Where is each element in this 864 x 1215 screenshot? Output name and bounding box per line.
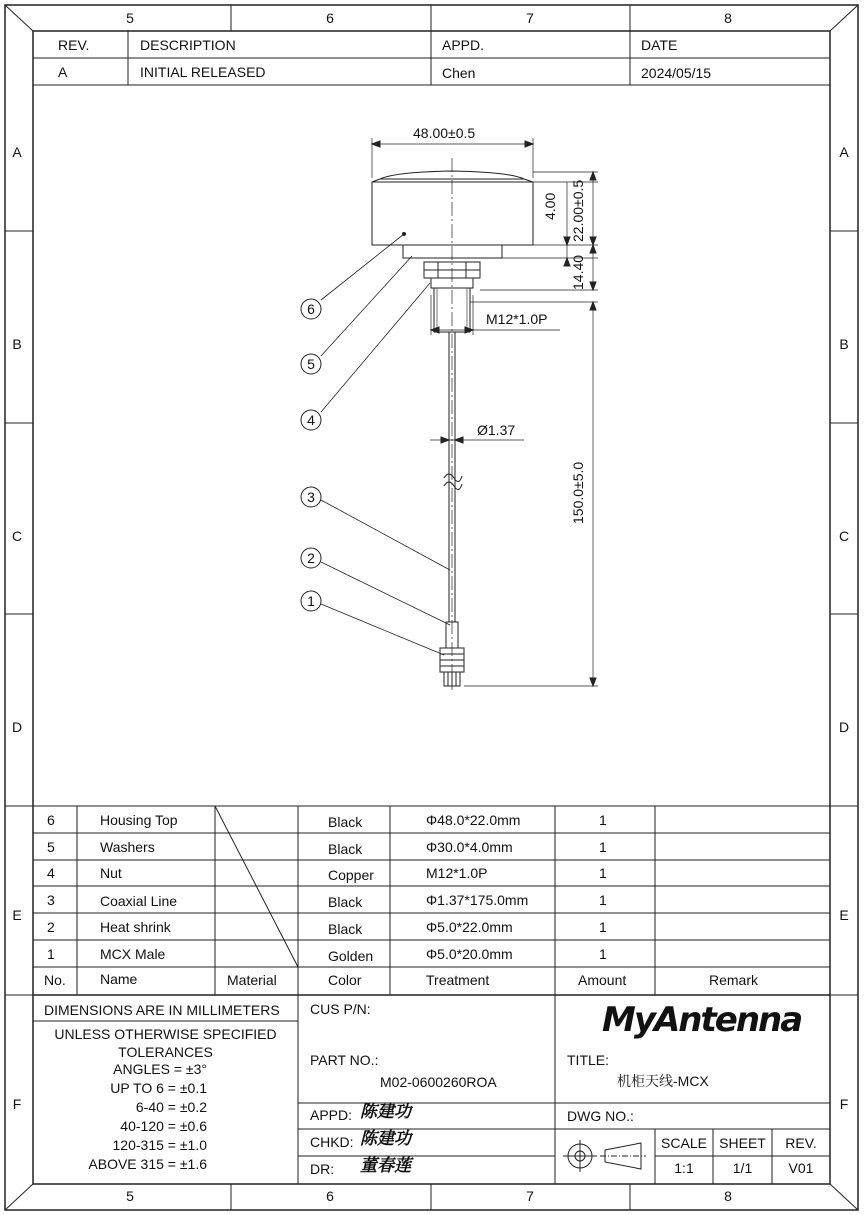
zone-row-e-right: E <box>839 907 849 923</box>
bom-row-amount: 1 <box>599 892 607 908</box>
bom-header-name: Name <box>100 971 138 987</box>
balloon-1: 1 <box>307 593 315 609</box>
zone-row-d-right: D <box>838 719 850 735</box>
bom-row-color: Black <box>328 894 363 910</box>
appd-signature: 陈建功 <box>360 1102 411 1122</box>
bom-row-color: Black <box>328 921 363 937</box>
bom-row-no: 5 <box>47 839 55 855</box>
bom-row-name: Heat shrink <box>100 919 171 935</box>
scale-label: SCALE <box>661 1135 707 1151</box>
dim-thread: M12*1.0P <box>486 311 548 327</box>
bom-row-treatment: M12*1.0P <box>426 865 488 881</box>
bom-row-treatment: Φ5.0*20.0mm <box>426 946 513 962</box>
zone-row-c-right: C <box>838 528 850 544</box>
tolerance-line: 40-120 = ±0.6 <box>120 1118 207 1134</box>
title-label: TITLE: <box>567 1052 610 1068</box>
cus-pn-label: CUS P/N: <box>310 1001 371 1017</box>
appd-label: APPD: <box>310 1107 353 1123</box>
date-value: 2024/05/15 <box>641 65 712 81</box>
rev-value-block: V01 <box>788 1160 814 1176</box>
zone-row-b-right: B <box>839 336 849 352</box>
zone-row-d-left: D <box>11 719 23 735</box>
scale-value: 1:1 <box>674 1160 694 1176</box>
zone-row-e-left: E <box>12 907 22 923</box>
dim-total-height: 22.00±0.5 <box>570 179 586 242</box>
balloon-2: 2 <box>307 550 315 566</box>
description-header: DESCRIPTION <box>140 37 236 53</box>
zone-row-f-right: F <box>839 1096 849 1112</box>
rev-label: REV. <box>785 1135 817 1151</box>
zone-col-5-bottom: 5 <box>126 1188 134 1204</box>
tolerance-header: UNLESS OTHERWISE SPECIFIED <box>54 1026 277 1042</box>
bom-row-treatment: Φ5.0*22.0mm <box>426 919 513 935</box>
description-value: INITIAL RELEASED <box>140 64 266 80</box>
bom-row-amount: 1 <box>599 919 607 935</box>
dwg-no-label: DWG NO.: <box>567 1108 634 1124</box>
balloon-6: 6 <box>307 301 315 317</box>
dim-base-height: 14.40 <box>570 254 586 290</box>
zone-row-a-right: A <box>839 144 849 160</box>
chkd-signature: 陈建功 <box>360 1129 411 1149</box>
zone-col-8-bottom: 8 <box>724 1188 732 1204</box>
sheet-value: 1/1 <box>732 1160 753 1176</box>
bom-row-no: 6 <box>47 812 55 828</box>
bom-header-color: Color <box>328 972 362 988</box>
zone-row-b-left: B <box>12 336 22 352</box>
zone-row-c-left: C <box>11 528 23 544</box>
drawing-title: 机柜天线-MCX <box>617 1073 709 1089</box>
balloon-5: 5 <box>307 356 315 372</box>
zone-col-7-bottom: 7 <box>526 1188 534 1204</box>
tolerance-line: UP TO 6 = ±0.1 <box>110 1080 207 1096</box>
date-header: DATE <box>641 37 678 53</box>
part-no-value: M02-0600260ROA <box>380 1074 497 1090</box>
bom-row-color: Golden <box>328 948 374 964</box>
bom-header-no: No. <box>44 972 66 988</box>
zone-row-a-left: A <box>12 144 22 160</box>
dim-cable-length: 150.0±5.0 <box>570 461 586 524</box>
appd-header: APPD. <box>442 37 485 53</box>
rev-header: REV. <box>58 37 90 53</box>
dim-housing-height: 4.00 <box>542 192 558 220</box>
sheet-label: SHEET <box>719 1135 766 1151</box>
bom-header-material: Material <box>227 972 277 988</box>
bom-row-treatment: Φ1.37*175.0mm <box>426 892 529 908</box>
bom-row-no: 1 <box>47 946 55 962</box>
balloon-3: 3 <box>307 489 315 505</box>
bom-header-treatment: Treatment <box>426 972 490 988</box>
dim-cable-dia: Ø1.37 <box>477 422 516 438</box>
bom-row-no: 4 <box>47 865 55 881</box>
dimensions-note: DIMENSIONS ARE IN MILLIMETERS <box>44 1002 280 1018</box>
bom-row-no: 2 <box>47 919 55 935</box>
bom-row-name: MCX Male <box>100 946 166 962</box>
projection-symbol-icon <box>563 1140 646 1172</box>
bom-row-treatment: Φ48.0*22.0mm <box>426 812 521 828</box>
dr-signature: 董春莲 <box>360 1156 411 1176</box>
appd-value: Chen <box>442 65 476 81</box>
bom-row-no: 3 <box>47 892 55 908</box>
bom-row-name: Housing Top <box>100 812 178 828</box>
tolerance-line: ANGLES = ±3° <box>113 1061 207 1077</box>
company-logo: MyAntenna <box>602 1000 802 1040</box>
bom-row-name: Coaxial Line <box>100 893 178 909</box>
bom-row-amount: 1 <box>599 946 607 962</box>
bom-row-color: Black <box>328 814 363 830</box>
zone-col-6-top: 6 <box>326 10 334 26</box>
antenna-drawing <box>301 138 598 690</box>
balloon-4: 4 <box>307 412 315 428</box>
dim-width: 48.00±0.5 <box>413 125 476 141</box>
dr-label: DR: <box>310 1161 335 1177</box>
zone-col-7-top: 7 <box>526 10 534 26</box>
zone-col-8-top: 8 <box>724 10 732 26</box>
bom-header-amount: Amount <box>578 972 627 988</box>
tolerance-line: 6-40 = ±0.2 <box>135 1099 207 1115</box>
bom-row-amount: 1 <box>599 812 607 828</box>
zone-row-f-left: F <box>12 1096 22 1112</box>
bom-header-remark: Remark <box>709 972 759 988</box>
bom-row-color: Black <box>328 841 363 857</box>
chkd-label: CHKD: <box>310 1134 354 1150</box>
bom-row-amount: 1 <box>599 839 607 855</box>
tolerance-line: ABOVE 315 = ±1.6 <box>88 1156 207 1172</box>
tolerance-line: 120-315 = ±1.0 <box>112 1137 207 1153</box>
part-no-label: PART NO.: <box>310 1052 379 1068</box>
tolerance-subheader: TOLERANCES <box>118 1044 213 1060</box>
bom-row-name: Nut <box>100 865 122 881</box>
bom-row-color: Copper <box>328 867 374 883</box>
zone-col-5-top: 5 <box>126 10 134 26</box>
bom-row-name: Washers <box>100 839 155 855</box>
rev-value: A <box>58 64 68 80</box>
bom-row-amount: 1 <box>599 865 607 881</box>
bom-row-treatment: Φ30.0*4.0mm <box>426 839 513 855</box>
zone-col-6-bottom: 6 <box>326 1188 334 1204</box>
